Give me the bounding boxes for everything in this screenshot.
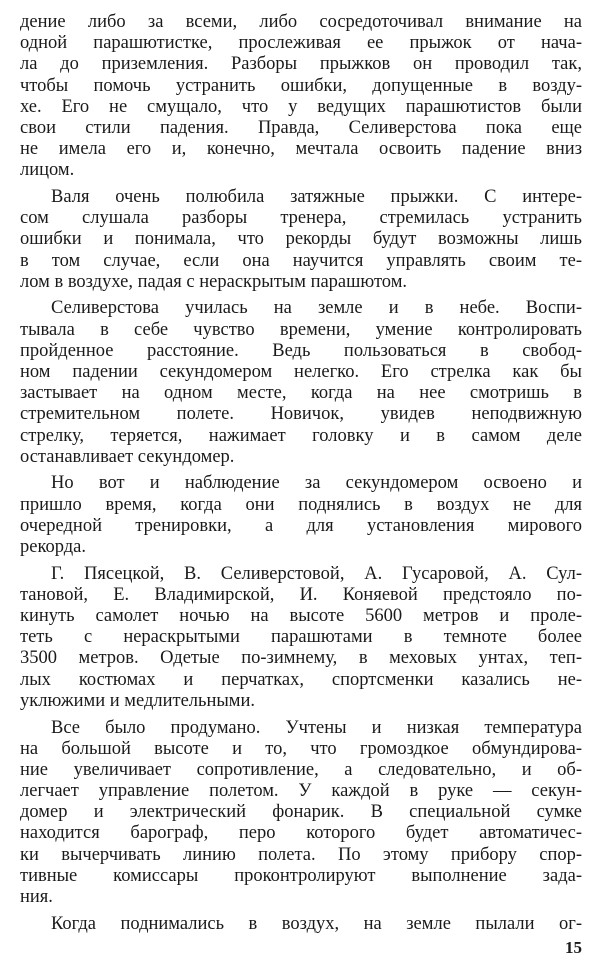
text-line: лом в воздухе, падая с нераскрытым парашютом. (20, 271, 408, 292)
text-line: стремительном полете. Новичок, увидев неподвижную (20, 404, 582, 425)
text-line: не имела его и, конечно, мечтала освоить падение вниз (20, 139, 582, 160)
book-page-text (20, 12, 582, 940)
paragraph (20, 187, 582, 293)
text-line: рекорда. (20, 537, 87, 557)
text-line: Когда поднимались в воздух, на земле пылали ог- (51, 913, 582, 934)
text-line: тивные комиссары проконтролируют выполнение зада- (20, 865, 582, 886)
text-line: находится барограф, перо которого будет автоматичес- (20, 823, 582, 844)
text-line: ла до приземления. Разборы прыжков он проводил так, (20, 54, 582, 75)
text-line: Г. Пясецкой, В. Селиверстовой, А. Гусаровой, А. Сул- (51, 563, 582, 584)
paragraph (20, 473, 582, 558)
paragraph (20, 718, 582, 909)
text-line: Селиверстова училась на земле и в небе. Воспи- (51, 298, 582, 319)
paragraph (20, 564, 582, 712)
text-line: тановой, Е. Владимирской, И. Коняевой предстояло по- (20, 584, 582, 605)
text-line: лых костюмах и перчатках, спортсменки казались не- (20, 669, 582, 690)
text-line: ном падении секундомером нелегко. Его стрелка как бы (20, 362, 582, 382)
paragraph (20, 298, 582, 468)
text-line: стрелку, теряется, нажимает головку и в самом деле (20, 425, 582, 446)
text-line: хе. Его не смущало, что у ведущих парашютистов были (20, 96, 582, 117)
text-line: на большой высоте и то, что громоздкое обмундирова- (20, 738, 582, 759)
text-line: теть с нераскрытыми парашютами в темноте более (20, 627, 582, 648)
text-line: чтобы помочь устранить ошибки, допущенные в возду- (20, 75, 582, 96)
text-line: лицом. (20, 160, 75, 181)
text-line: останавливает секундомер. (20, 446, 235, 467)
paragraph (20, 914, 582, 935)
text-line: в том случае, если она научится управлять своим те- (20, 250, 582, 271)
paragraph (20, 12, 582, 182)
text-line: Валя очень полюбила затяжные прыжки. С интере- (51, 187, 582, 207)
text-line: сом слушала разборы тренера, стремилась устранить (20, 208, 582, 229)
text-line: дение либо за всеми, либо сосредоточивал внимание на (20, 12, 582, 32)
text-line: пришло время, когда они поднялись в воздух не для (20, 494, 582, 515)
text-line: Но вот и наблюдение за секундомером освоено и (51, 473, 582, 494)
text-line: легчает управление полетом. У каждой в руке — секун- (20, 781, 582, 802)
text-line: ние увеличивает сопротивление, а следовательно, и об- (20, 759, 582, 780)
text-line: кинуть самолет ночью на высоте 5600 метров и проле- (20, 606, 582, 627)
text-line: застывает на одном месте, когда на нее смотришь в (20, 383, 582, 404)
text-line: одной парашютистке, прослеживая ее прыжок от нача- (20, 33, 582, 54)
text-line: тывала в себе чувство времени, умение контролировать (20, 319, 582, 340)
text-line: ния. (20, 887, 53, 907)
text-line: пройденное расстояние. Ведь пользоваться в свобод- (20, 340, 582, 361)
text-line: уклюжими и медлительными. (20, 690, 256, 711)
text-line: очередной тренировки, а для установления мирового (20, 515, 582, 536)
text-line: Все было продумано. Учтены и низкая температура (51, 717, 582, 738)
text-line: ки вычерчивать линию полета. По этому прибору спор- (20, 844, 582, 865)
text-line: домер и электрический фонарик. В специальной сумке (20, 802, 582, 823)
page-number: 15 (565, 938, 582, 957)
text-line: свои стили падения. Правда, Селиверстова пока еще (20, 117, 582, 138)
text-line: ошибки и понимала, что рекорды будут возможны лишь (20, 229, 582, 250)
text-line: 3500 метров. Одетые по-зимнему, в меховых унтах, теп- (20, 648, 582, 669)
